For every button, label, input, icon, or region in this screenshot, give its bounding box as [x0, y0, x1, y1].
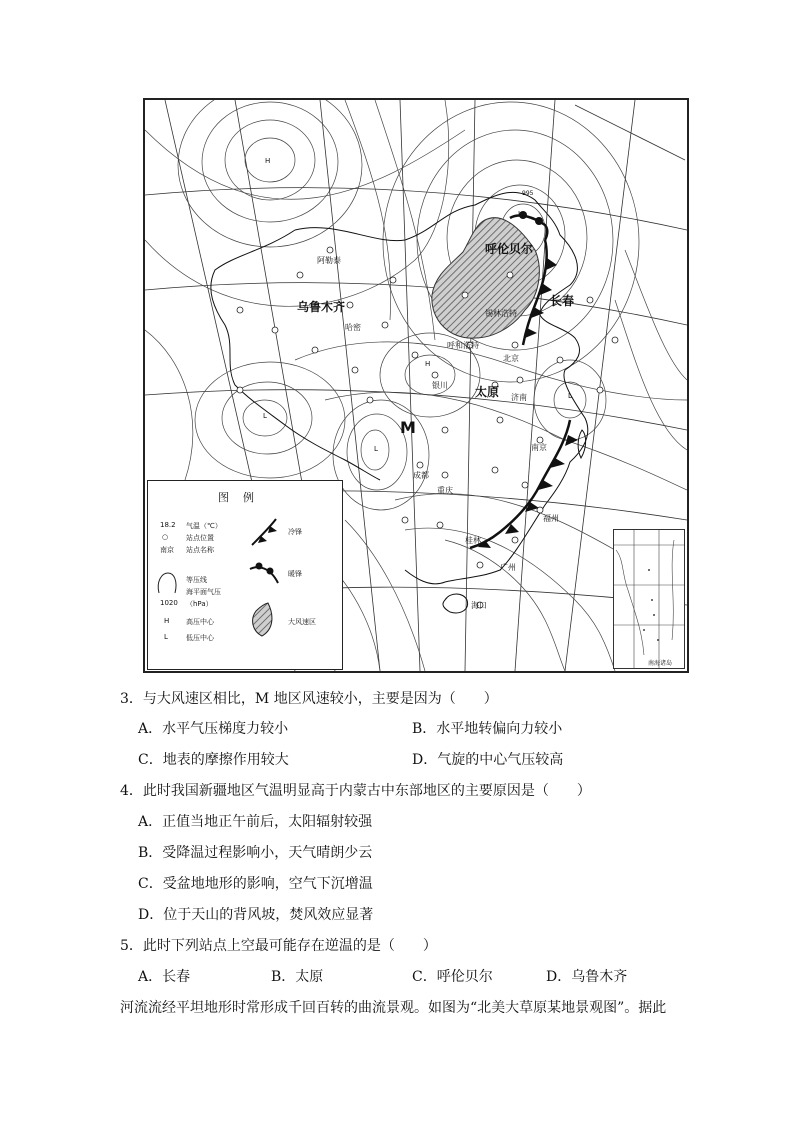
isobar-value-label: 995 — [522, 190, 534, 197]
legend-cold-front-icon — [248, 517, 280, 547]
question-5-stem: 5．此时下列站点上空最可能存在逆温的是（ ） — [120, 938, 437, 954]
city-guangzhou: 广州 — [500, 563, 516, 572]
question-5-option-c: C．呼伦贝尔 — [412, 969, 493, 985]
low-center-northeast: L — [518, 210, 522, 218]
city-hohhot: 呼和浩特 — [447, 341, 479, 350]
question-3-option-c: C．地表的摩擦作用较大 — [138, 752, 289, 768]
city-beijing: 北京 — [503, 354, 519, 363]
low-center-sichuan: L — [374, 445, 378, 453]
legend-low-symbol: L — [164, 633, 168, 641]
legend-high-symbol: H — [164, 617, 170, 625]
city-fuzhou: 福州 — [543, 514, 559, 523]
legend-isobar-label: 等压线 — [186, 576, 207, 584]
legend-temp-sample: 18.2 — [160, 521, 176, 529]
city-chengdu: 成都 — [413, 471, 429, 480]
legend-high-label: 高压中心 — [186, 618, 214, 626]
strong-wind-zone — [432, 218, 539, 338]
city-nanjing: 南京 — [531, 443, 547, 452]
city-hulunbuir: 呼伦贝尔 — [485, 242, 534, 256]
question-5-option-a: A．长春 — [138, 969, 191, 985]
low-center-east: L — [568, 392, 572, 400]
high-center-north: H — [265, 157, 271, 165]
trailing-passage-text: 河流流经平坦地形时常形成千回百转的曲流景观。如图为“北美大草原某地景观图”。据此 — [120, 1000, 667, 1016]
city-taiyuan: 太原 — [475, 385, 500, 399]
city-guilin: 桂林 — [465, 536, 481, 545]
city-xilinhot: 锡林浩特 — [485, 309, 517, 318]
legend-station-circle: ○ — [162, 533, 169, 541]
legend-isobar-icon — [156, 571, 178, 595]
city-altay: 阿勒泰 — [317, 256, 341, 265]
question-5-option-b: B．太原 — [271, 969, 324, 985]
city-jinan: 济南 — [511, 393, 527, 402]
legend-title: 图例 — [218, 491, 268, 504]
legend-temp-label: 气温（℃） — [186, 522, 222, 530]
legend-low-label: 低压中心 — [186, 634, 214, 642]
legend-strong-wind-label: 大风速区 — [288, 618, 316, 626]
question-4-option-a: A．正值当地正午前后，太阳辐射较强 — [138, 814, 373, 830]
legend-pressure-sample: 1020 — [160, 599, 178, 607]
inset-caption: 南海诸岛 — [648, 660, 673, 667]
weather-map — [143, 98, 689, 673]
inset-drawing — [614, 530, 684, 668]
south-china-sea-inset — [613, 529, 685, 669]
legend-name-label: 站点名称 — [186, 546, 214, 554]
question-3-option-b: B．水平地转偏向力较小 — [412, 721, 563, 737]
question-3-stem: 3．与大风速区相比，M 地区风速较小，主要是因为（ ） — [120, 691, 498, 707]
legend-warm-front-icon — [248, 561, 280, 587]
question-4-option-d: D．位于天山的背风坡，焚风效应显著 — [138, 907, 374, 923]
legend-cold-front-label: 冷锋 — [288, 528, 302, 536]
m-region-label: M — [400, 418, 416, 437]
question-4-option-b: B．受降温过程影响小，天气晴朗少云 — [138, 845, 373, 861]
legend-pressure-label: 海平面气压 — [186, 588, 221, 596]
legend-pressure-unit: （hPa） — [186, 600, 213, 608]
city-chongqing: 重庆 — [437, 486, 453, 495]
question-4-stem: 4．此时我国新疆地区气温明显高于内蒙古中东部地区的主要原因是（ ） — [120, 783, 591, 799]
question-3-option-d: D．气旋的中心气压较高 — [412, 752, 564, 768]
legend-strong-wind-icon — [248, 601, 276, 639]
city-urumqi: 乌鲁木齐 — [297, 300, 346, 314]
question-5-option-d: D．乌鲁木齐 — [546, 969, 628, 985]
legend-station-label: 站点位置 — [186, 534, 214, 542]
city-yinchuan: 银川 — [432, 381, 448, 390]
city-haikou: 海口 — [471, 601, 487, 610]
legend-name-sample: 南京 — [160, 546, 174, 554]
high-center-central: H — [425, 360, 431, 368]
map-legend — [147, 480, 343, 670]
question-4-option-c: C．受盆地地形的影响，空气下沉增温 — [138, 876, 373, 892]
low-center-west: L — [263, 412, 267, 420]
legend-warm-front-label: 暖锋 — [288, 570, 302, 578]
city-hami: 哈密 — [345, 323, 361, 332]
question-3-option-a: A．水平气压梯度力较小 — [138, 721, 289, 737]
city-changchun: 长春 — [550, 294, 575, 308]
